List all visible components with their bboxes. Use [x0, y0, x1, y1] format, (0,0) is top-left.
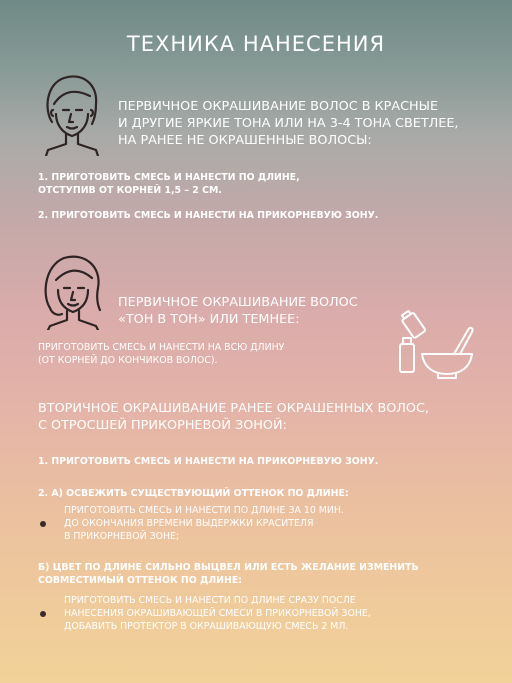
page-title: ТЕХНИКА НАНЕСЕНИЯ — [126, 32, 386, 56]
section3-bullet-list-1 — [40, 504, 460, 543]
bullet-line: ПРИГОТОВИТЬ СМЕСЬ И НАНЕСТИ ПО ДЛИНЕ СРАЗУ ПОСЛЕ — [64, 595, 356, 606]
bullet-line: НАНЕСЕНИЯ ОКРАШИВАЮЩЕЙ СМЕСИ В ПРИКОРНЕВОЙ ЗОНЕ, — [64, 608, 371, 619]
section3-step-2a: 2. А) ОСВЕЖИТЬ СУЩЕСТВУЮЩИЙ ОТТЕНОК ПО ДЛИНЕ: — [38, 488, 349, 499]
section3-heading — [38, 400, 478, 434]
section2-note — [38, 341, 378, 367]
list-item — [40, 504, 460, 543]
section1-step-2 — [38, 209, 478, 222]
section1-heading — [118, 98, 498, 149]
note-line: (ОТ КОРНЕЙ ДО КОНЧИКОВ ВОЛОС). — [38, 355, 218, 366]
bullet-line: В ПРИКОРНЕВОЙ ЗОНЕ; — [64, 531, 180, 542]
step-line: 1. ПРИГОТОВИТЬ СМЕСЬ И НАНЕСТИ ПО ДЛИНЕ, — [38, 172, 300, 183]
bullet-line: ДОБАВИТЬ ПРОТЕКТОР В ОКРАШИВАЮЩУЮ СМЕСЬ 2 МЛ. — [64, 621, 349, 632]
step-line: ОТСТУПИВ ОТ КОРНЕЙ 1,5 – 2 СМ. — [38, 185, 222, 196]
section2-heading-line: «ТОН В ТОН» ИЛИ ТЕМНЕЕ: — [118, 312, 300, 327]
woman-long-hair-icon — [38, 250, 108, 330]
section1-step-1 — [38, 171, 478, 197]
bullet-line: ПРИГОТОВИТЬ СМЕСЬ И НАНЕСТИ ПО ДЛИНЕ ЗА 10 МИН. — [64, 505, 344, 516]
step-line: Б) ЦВЕТ ПО ДЛИНЕ СИЛЬНО ВЫЦВЕЛ ИЛИ ЕСТЬ ЖЕЛАНИЕ ИЗМЕНИТЬ — [38, 562, 419, 573]
section1-heading-line: И ДРУГИЕ ЯРКИЕ ТОНА ИЛИ НА 3-4 ТОНА СВЕТЛЕЕ, — [118, 116, 459, 131]
section1-heading-line: НА РАНЕЕ НЕ ОКРАШЕННЫЕ ВОЛОСЫ: — [118, 133, 372, 148]
woman-short-hair-icon — [38, 70, 106, 156]
step-line: 2. ПРИГОТОВИТЬ СМЕСЬ И НАНЕСТИ НА ПРИКОРНЕВУЮ ЗОНУ. — [38, 210, 379, 221]
note-line: ПРИГОТОВИТЬ СМЕСЬ И НАНЕСТИ НА ВСЮ ДЛИНУ — [38, 342, 285, 353]
section3-step-2b — [38, 561, 478, 587]
section3-bullet-list-2 — [40, 594, 480, 633]
list-item — [40, 594, 480, 633]
section2-heading-line: ПЕРВИЧНОЕ ОКРАШИВАНИЕ ВОЛОС — [118, 295, 358, 310]
bullet-line: ДО ОКОНЧАНИЯ ВРЕМЕНИ ВЫДЕРЖКИ КРАСИТЕЛЯ — [64, 518, 314, 529]
mortar-bottles-icon — [394, 310, 478, 380]
section3-heading-line: С ОТРОСШЕЙ ПРИКОРНЕВОЙ ЗОНОЙ: — [38, 418, 287, 433]
step-line: СОВМЕСТИМЫЙ ОТТЕНОК ПО ДЛИНЕ: — [38, 575, 242, 586]
section3-heading-line: ВТОРИЧНОЕ ОКРАШИВАНИЕ РАНЕЕ ОКРАШЕННЫХ ВОЛОС, — [38, 401, 429, 416]
section3-step-1: 1. ПРИГОТОВИТЬ СМЕСЬ И НАНЕСТИ НА ПРИКОРНЕВУЮ ЗОНУ. — [38, 456, 379, 467]
section1-heading-line: ПЕРВИЧНОЕ ОКРАШИВАНИЕ ВОЛОС В КРАСНЫЕ — [118, 99, 439, 114]
